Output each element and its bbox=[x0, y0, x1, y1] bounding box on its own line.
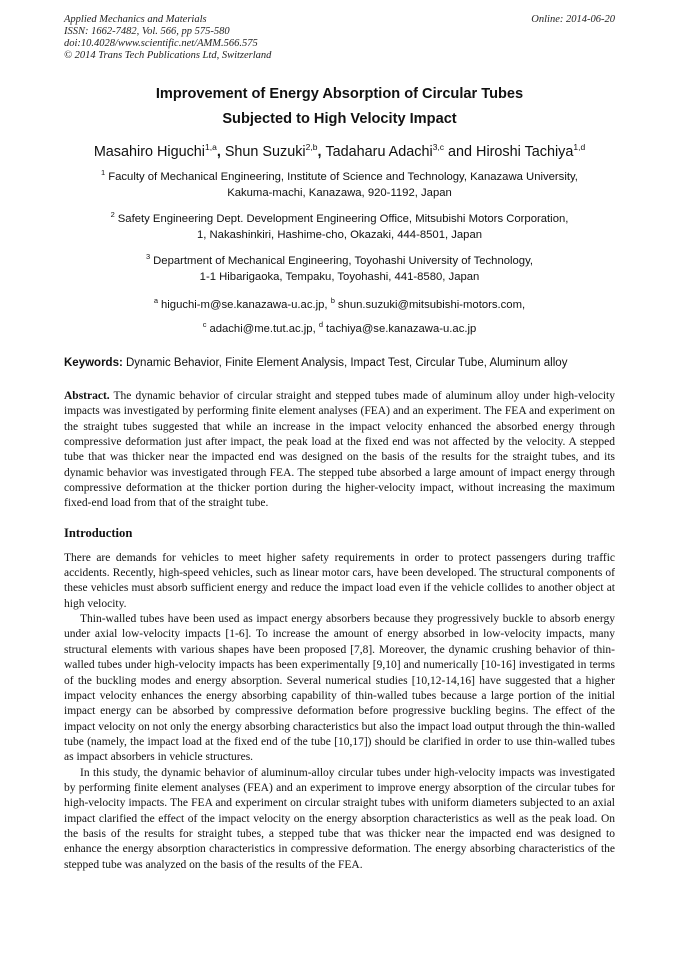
abstract-paragraph bbox=[64, 389, 615, 512]
affil-marker: 2 bbox=[110, 210, 115, 219]
email-c[interactable]: adachi@me.tut.ac.jp, bbox=[209, 323, 316, 335]
affil-line: 1-1 Hibarigaoka, Tempaku, Toyohashi, 441-8580, Japan bbox=[199, 270, 480, 283]
author-separator: and bbox=[444, 144, 477, 160]
paper-page bbox=[64, 14, 615, 873]
email-a[interactable]: higuchi-m@se.kanazawa-u.ac.jp, bbox=[161, 299, 328, 311]
affil-line: Safety Engineering Dept. Development Engineering Office, Mitsubishi Motors Corporation, bbox=[117, 213, 569, 225]
affil-line: 1, Nakashinkiri, Hashime-cho, Okazaki, 444-8501, Japan bbox=[196, 228, 483, 241]
keywords-line bbox=[64, 356, 615, 371]
online-date: Online: 2014-06-20 bbox=[531, 14, 615, 25]
publication-header bbox=[64, 14, 615, 62]
abstract-text: The dynamic behavior of circular straight and stepped tubes made of aluminum alloy under high-velocity impacts was investigated by performing finite element analyses (FEA) and an experiment. The FEA and experiment on the straight tubes suggested that while an increase in the impact velocity enhanced the absorbed energy through compressive deformation just after impact, the peak load at the fixed end was not affected by the velocity. A stepped tube that was thicker near the impacted end was designed on the basis of the results for the straight tubes, and its dynamic behavior was investigated through FEA. The stepped tube absorbed a large amount of impact energy through compressive deformation at the thicker portion during the higher-velocity impact, without increasing the maximum fixed-end load from that of the straight tube. bbox=[64, 390, 615, 510]
affil-marker: 3 bbox=[145, 252, 151, 261]
title-line-2: Subjected to High Velocity Impact bbox=[222, 111, 457, 127]
author-affil-marker: 1,d bbox=[573, 142, 586, 152]
intro-paragraph-3: In this study, the dynamic behavior of aluminum-alloy circular tubes under high-velocity impacts was investigated by performing finite element analyses (FEA) and an experiment to improve energy absorption of the circular tubes for high-velocity impacts. The FEA and experiment on circular straight tubes with uniform diameters subjected to an axial impact clarified the effect of the impact velocity on the energy absorption characteristics as well as the peak load. On the basis of the results for straight tubes, a stepped tube that was thicker near the impacted end was designed to enhance the energy absorption characteristics in compressive deformation. The energy absorbing characteristics of the stepped tube was analyzed on the basis of the results of the FEA. bbox=[64, 766, 615, 871]
issn-line: ISSN: 1662-7482, Vol. 566, pp 575-580 bbox=[64, 26, 230, 37]
author-name: Shun Suzuki bbox=[224, 144, 306, 160]
author-name: Masahiro Higuchi bbox=[93, 144, 205, 160]
journal-name: Applied Mechanics and Materials bbox=[64, 14, 207, 25]
author-name: Tadaharu Adachi bbox=[325, 144, 433, 160]
section-heading-introduction: Introduction bbox=[64, 525, 133, 540]
title-line-1: Improvement of Energy Absorption of Circular Tubes bbox=[155, 86, 524, 102]
affil-line: Kakuma-machi, Kanazawa, 920-1192, Japan bbox=[227, 186, 452, 199]
intro-paragraph-1: There are demands for vehicles to meet higher safety requirements in order to protect passengers during traffic accidents. Recently, high-speed vehicles, such as linear motor cars, have been developed. The structural components of these vehicles must absorb sufficient energy and reduce the impact load even if the vehicle collides to another object at high velocity. bbox=[64, 551, 615, 610]
affil-line: Department of Mechanical Engineering, Toyohashi University of Technology, bbox=[153, 255, 534, 267]
author-affil-marker: 3,c bbox=[432, 142, 445, 152]
author-separator: , bbox=[317, 144, 326, 160]
keywords-label: Keywords: bbox=[64, 357, 123, 369]
copyright-line: © 2014 Trans Tech Publications Ltd, Switzerland bbox=[64, 50, 272, 61]
doi-line: doi:10.4028/www.scientific.net/AMM.566.575 bbox=[64, 38, 258, 49]
email-marker: b bbox=[330, 296, 335, 305]
email-d[interactable]: tachiya@se.kanazawa-u.ac.jp bbox=[326, 323, 477, 335]
email-marker: d bbox=[318, 320, 324, 329]
paper-title bbox=[64, 82, 615, 132]
author-separator: , bbox=[216, 144, 225, 160]
affil-line: Faculty of Mechanical Engineering, Institute of Science and Technology, Kanazawa University, bbox=[108, 171, 578, 183]
email-b[interactable]: shun.suzuki@mitsubishi-motors.com, bbox=[337, 299, 526, 311]
affiliation-3 bbox=[64, 249, 615, 285]
author-list bbox=[64, 138, 615, 161]
affiliation-2 bbox=[64, 207, 615, 243]
keywords-text: Dynamic Behavior, Finite Element Analysis, Impact Test, Circular Tube, Aluminum alloy bbox=[126, 357, 568, 369]
abstract-label: Abstract. bbox=[64, 390, 110, 402]
author-name: Hiroshi Tachiya bbox=[476, 144, 574, 160]
email-marker: c bbox=[202, 320, 207, 329]
email-list bbox=[64, 291, 615, 339]
affiliation-1 bbox=[64, 165, 615, 201]
intro-paragraph-2: Thin-walled tubes have been used as impact energy absorbers because they progressively buckle to absorb energy under axial low-velocity impacts [1-6]. To increase the amount of energy absorbed in low-velocity impacts, many structural elements with various shapes have been proposed [7,8]. Moreover, the dynamic crushing behavior of thin-walled tubes under high-velocity impacts has been experimentally [9,10] and numerically [10-16] investigated in terms of the buckling modes and energy absorption. Several numerical studies [10,12-14,16] have suggested that a higher impact velocity enhances the energy absorbing capability of thin-walled tubes because a large portion of the initial impact energy can be absorbed by compressive deformation before progressive buckling begins. The effect of the impact velocity on not only the energy absorbing characteristics but also the impact load output through the thin-walled tube (namely, the impact load at the fixed end of the tube [10,17]) should be clarified in order to use thin-walled tubes as impact absorbers in vehicle structures. bbox=[64, 613, 615, 764]
email-marker: a bbox=[153, 296, 158, 305]
author-affil-marker: 2,b bbox=[305, 142, 318, 152]
affil-marker: 1 bbox=[101, 168, 106, 177]
author-affil-marker: 1,a bbox=[205, 142, 217, 152]
